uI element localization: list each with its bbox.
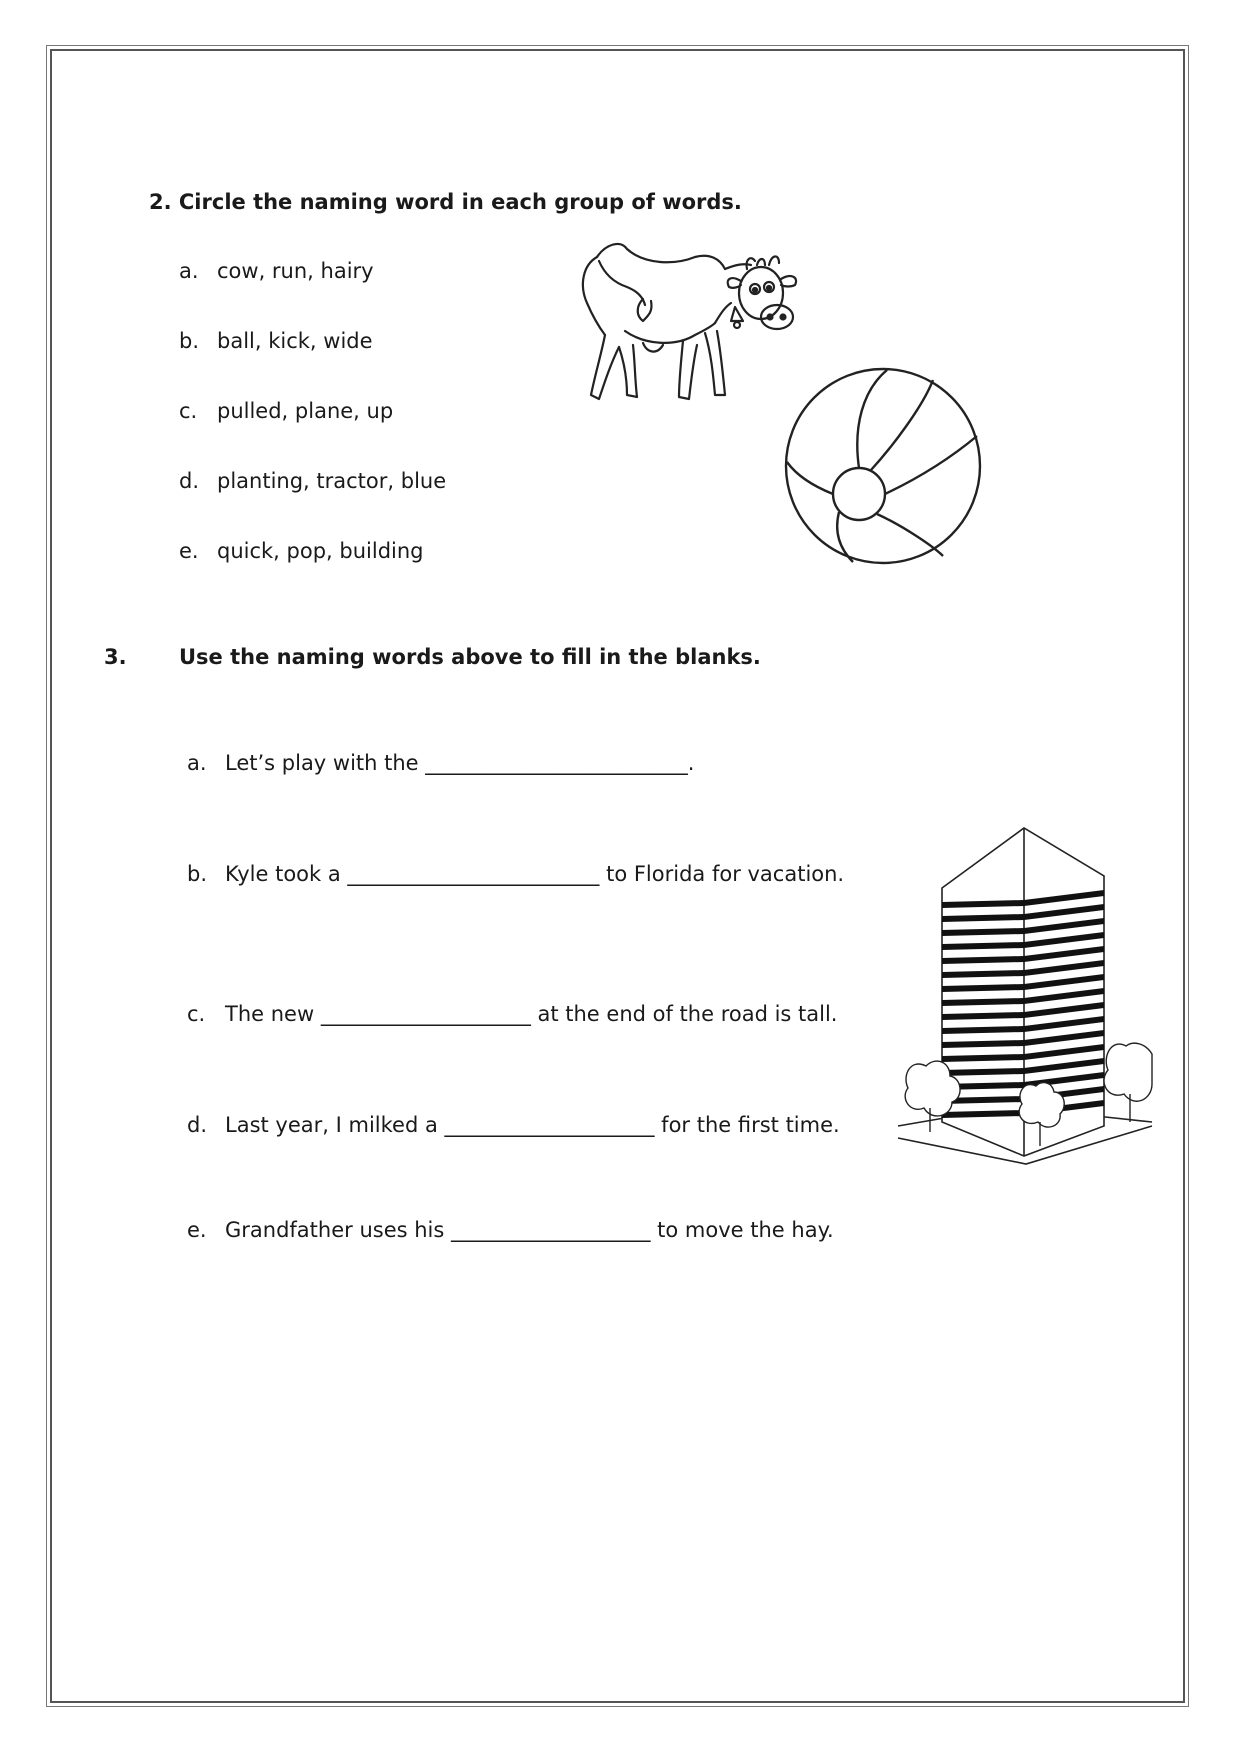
item-letter: b.: [187, 862, 208, 886]
item-text: Grandfather uses his ___________________ to move the hay.: [225, 1218, 834, 1242]
item-letter: e.: [187, 1218, 207, 1242]
question-2-title: 2. Circle the naming word in each group of words.: [149, 190, 742, 214]
item-text: pulled, plane, up: [217, 399, 394, 423]
item-text: Let’s play with the _________________________.: [225, 751, 695, 775]
q2-item-b: [179, 329, 373, 353]
office-building-illustration: [896, 826, 1154, 1166]
item-letter: c.: [187, 1002, 206, 1026]
item-letter: a.: [179, 259, 199, 283]
item-text: Kyle took a ________________________ to Florida for vacation.: [225, 862, 845, 886]
item-text: planting, tractor, blue: [217, 469, 447, 493]
question-3-number: 3.: [104, 645, 127, 669]
beach-ball-illustration: [783, 366, 983, 566]
item-text: cow, run, hairy: [217, 259, 374, 283]
item-letter: b.: [179, 329, 200, 353]
q3-item-a: [187, 751, 694, 775]
item-text: Last year, I milked a ____________________ for the first time.: [225, 1113, 840, 1137]
q2-item-a: [179, 259, 374, 283]
item-letter: d.: [179, 469, 200, 493]
q3-item-c: [187, 1002, 838, 1026]
item-letter: d.: [187, 1113, 208, 1137]
q3-item-e: [187, 1218, 834, 1242]
question-3-title: Use the naming words above to fill in the blanks.: [179, 645, 761, 669]
item-text: The new ____________________ at the end of the road is tall.: [225, 1002, 838, 1026]
item-text: quick, pop, building: [217, 539, 424, 563]
q3-item-d: [187, 1113, 840, 1137]
item-letter: c.: [179, 399, 198, 423]
item-letter: e.: [179, 539, 199, 563]
q3-item-b: [187, 862, 844, 886]
q2-item-c: [179, 399, 393, 423]
q2-item-e: [179, 539, 424, 563]
item-text: ball, kick, wide: [217, 329, 373, 353]
item-letter: a.: [187, 751, 207, 775]
q2-item-d: [179, 469, 446, 493]
